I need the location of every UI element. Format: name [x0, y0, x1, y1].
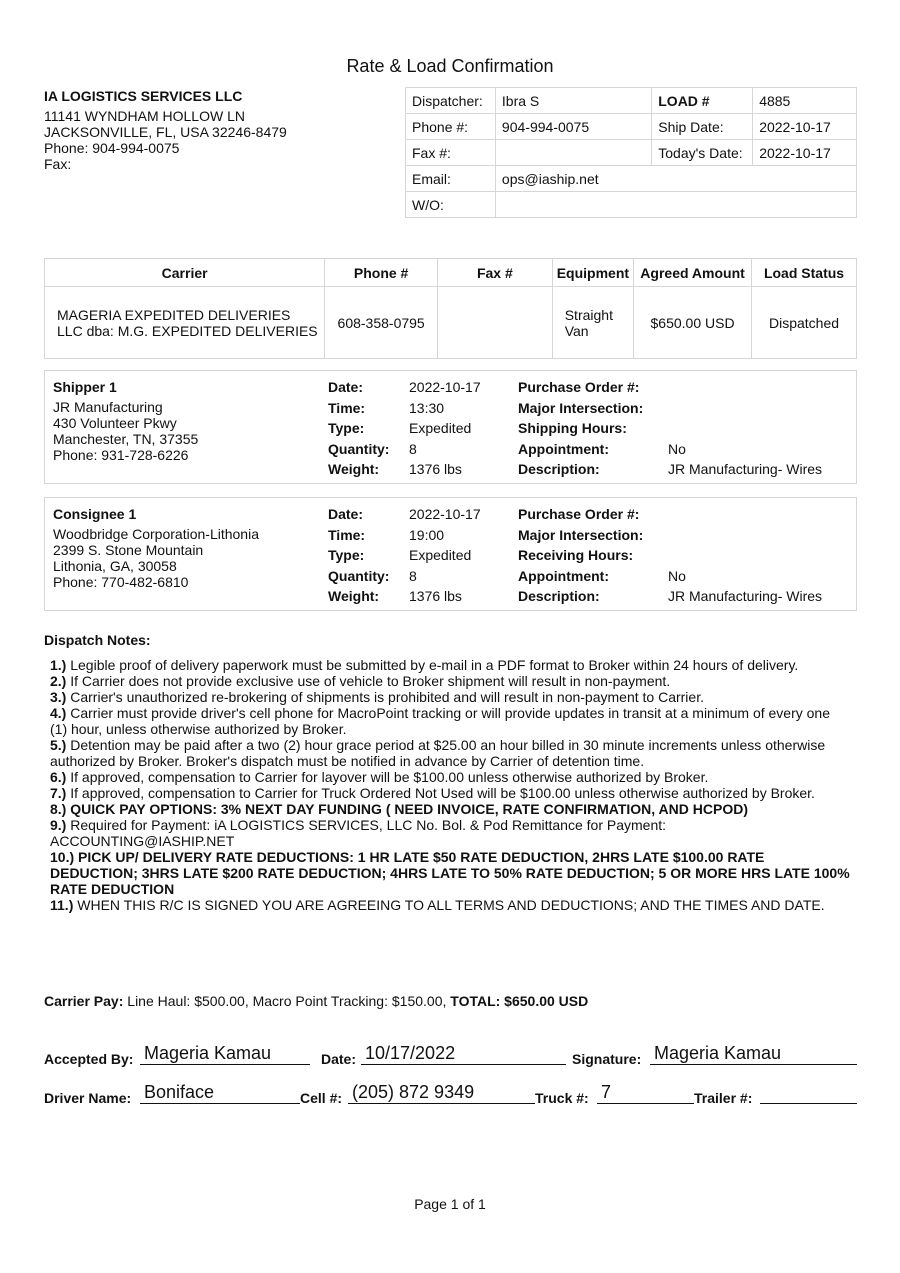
phone-label: Phone #:: [406, 114, 496, 140]
shipper-type-label: Type:: [328, 420, 365, 436]
driver-row: [44, 1080, 857, 1106]
consignee-section: [44, 497, 857, 611]
consignee-time-value: 19:00: [409, 526, 445, 543]
shipper-po-label: Purchase Order #:: [518, 379, 640, 395]
note-text: If approved, compensation to Carrier for Truck Ordered Not Used will be $100.00 unless otherwise authorized by Broker.: [66, 785, 815, 801]
load-number-label: LOAD #: [652, 88, 753, 114]
consignee-address-line2: Lithonia, GA, 30058: [53, 558, 177, 574]
consignee-date-label: Date:: [328, 506, 364, 522]
list-item: [50, 769, 850, 785]
note-text: If Carrier does not provide exclusive use of vehicle to Broker shipment will result in non-payment.: [66, 673, 671, 689]
carrier-phone: 608-358-0795: [325, 287, 438, 359]
dispatch-info-table: [405, 87, 857, 218]
shipper-po-value: [668, 379, 822, 400]
consignee-name: Woodbridge Corporation-Lithonia: [53, 526, 259, 542]
list-item: [50, 817, 850, 849]
company-name: IA LOGISTICS SERVICES LLC: [44, 88, 243, 104]
note-number: 7.): [50, 785, 67, 801]
cell-field[interactable]: (205) 872 9349: [348, 1082, 535, 1104]
carrier-table: [44, 258, 857, 359]
trailer-field[interactable]: [760, 1082, 857, 1104]
accepted-by-label: Accepted By:: [44, 1051, 134, 1067]
broker-company-block: [44, 88, 344, 172]
shipper-weight-value: 1376 lbs: [409, 461, 462, 477]
date-label: Date:: [321, 1051, 357, 1067]
carrier-pay-breakdown: Line Haul: $500.00, Macro Point Tracking: $150.00,: [123, 993, 451, 1009]
dispatcher-label: Dispatcher:: [406, 88, 496, 114]
shipper-address-line1: 430 Volunteer Pkwy: [53, 415, 177, 431]
carrier-phone-header: Phone #: [325, 259, 438, 287]
note-number: 2.): [50, 673, 67, 689]
list-item: [50, 737, 850, 769]
note-number: 5.): [50, 737, 67, 753]
note-text: If approved, compensation to Carrier for layover will be $100.00 unless otherwise authorized by Broker.: [66, 769, 709, 785]
carrier-pay-label: Carrier Pay:: [44, 993, 124, 1009]
truck-field[interactable]: 7: [597, 1082, 694, 1104]
consignee-intersection-label: Major Intersection:: [518, 526, 644, 543]
consignee-time-label: Time:: [328, 526, 366, 543]
equipment-value: Straight Van: [552, 287, 633, 359]
shipper-weight-label: Weight:: [328, 461, 380, 477]
carrier-name: MAGERIA EXPEDITED DELIVERIES LLC dba: M.G. EXPEDITED DELIVERIES: [45, 287, 325, 359]
note-number: 1.): [50, 657, 67, 673]
shipper-section: [44, 370, 857, 484]
dispatch-notes-list: [50, 657, 850, 913]
carrier-fax-header: Fax #: [438, 259, 553, 287]
list-item: [50, 657, 850, 673]
consignee-quantity-value: 8: [409, 567, 417, 584]
load-status-value: Dispatched: [752, 287, 857, 359]
table-row: [45, 287, 857, 359]
list-item: [50, 849, 850, 897]
shipper-date-label: Date:: [328, 379, 364, 395]
carrier-pay-total: TOTAL: $650.00 USD: [450, 993, 589, 1009]
company-address-line2: JACKSONVILLE, FL, USA 32246-8479: [44, 124, 287, 140]
email-value: ops@iaship.net: [495, 166, 856, 192]
agreed-amount-value: $650.00 USD: [634, 287, 752, 359]
company-phone: Phone: 904-994-0075: [44, 140, 180, 156]
dispatcher-value: Ibra S: [495, 88, 651, 114]
dispatch-notes-heading: Dispatch Notes:: [44, 632, 151, 648]
consignee-po-value: [668, 506, 822, 527]
shipper-date-value: 2022-10-17: [409, 379, 481, 395]
consignee-description-value: JR Manufacturing- Wires: [668, 588, 823, 604]
shipper-time-value: 13:30: [409, 399, 445, 416]
note-number: 8.): [50, 801, 67, 817]
todays-date-label: Today's Date:: [652, 140, 753, 166]
note-text: Required for Payment: iA LOGISTICS SERVICES, LLC No. Bol. & Pod Remittance for Payment: ACCOUNTING@IASHIP.NET: [50, 817, 667, 849]
note-text: Carrier must provide driver's cell phone for MacroPoint tracking or will provide updates in transit at a minimum of every one (1) hour, unless otherwise authorized by Broker.: [50, 705, 830, 737]
note-text: Carrier's unauthorized re-brokering of shipments is prohibited and will result in non-payment to Carrier.: [66, 689, 704, 705]
consignee-weight-label: Weight:: [328, 588, 380, 604]
signature-label: Signature:: [572, 1051, 642, 1067]
shipper-phone: Phone: 931-728-6226: [53, 447, 189, 463]
shipper-quantity-value: 8: [409, 440, 417, 457]
note-text: PICK UP/ DELIVERY RATE DEDUCTIONS: 1 HR LATE $50 RATE DEDUCTION, 2HRS LATE $100.00 RATE DEDUCTION; 3HRS LATE $200 RATE DEDUCTION; 4HRS LATE TO 50% RATE DEDUCTION; 5 OR MORE HRS LATE 100% RATE DEDUCTION: [50, 849, 850, 897]
note-number: 3.): [50, 689, 67, 705]
document-title: Rate & Load Confirmation: [346, 56, 554, 76]
consignee-quantity-label: Quantity:: [328, 567, 390, 584]
shipper-address-line2: Manchester, TN, 37355: [53, 431, 199, 447]
consignee-date-value: 2022-10-17: [409, 506, 481, 522]
consignee-description-label: Description:: [518, 588, 600, 604]
cell-label: Cell #:: [300, 1090, 343, 1106]
carrier-header: Carrier: [45, 259, 325, 287]
driver-name-field[interactable]: Boniface: [140, 1082, 300, 1104]
list-item: [50, 785, 850, 801]
shipper-hours-label: Shipping Hours:: [518, 420, 627, 436]
work-order-label: W/O:: [406, 192, 496, 218]
shipper-description-value: JR Manufacturing- Wires: [668, 461, 823, 477]
trailer-label: Trailer #:: [694, 1090, 753, 1106]
consignee-po-label: Purchase Order #:: [518, 506, 640, 522]
ship-date-label: Ship Date:: [652, 114, 753, 140]
consignee-appointment-value: No: [668, 567, 686, 584]
consignee-heading: Consignee 1: [53, 506, 137, 522]
note-text: Detention may be paid after a two (2) hour grace period at $25.00 an hour billed in 30 minute increments unless otherwise authorized by Broker. Broker's dispatch must be notified in advance by Carrier of detention time.: [50, 737, 826, 769]
shipper-quantity-label: Quantity:: [328, 440, 390, 457]
list-item: [50, 705, 850, 737]
note-number: 6.): [50, 769, 67, 785]
list-item: [50, 673, 850, 689]
page-number: Page 1 of 1: [414, 1196, 486, 1212]
note-text: Legible proof of delivery paperwork must be submitted by e-mail in a PDF format to Broker within 24 hours of delivery.: [66, 657, 799, 673]
company-address-line1: 11141 WYNDHAM HOLLOW LN: [44, 108, 245, 124]
list-item: [50, 689, 850, 705]
shipper-intersection-value: [668, 400, 822, 421]
shipper-appointment-value: No: [668, 440, 686, 457]
shipper-name: JR Manufacturing: [53, 399, 163, 415]
consignee-hours-label: Receiving Hours:: [518, 547, 634, 563]
note-number: 9.): [50, 817, 67, 833]
list-item: [50, 801, 850, 817]
todays-date-value: 2022-10-17: [753, 140, 857, 166]
phone-value: 904-994-0075: [495, 114, 651, 140]
accepted-by-field[interactable]: Mageria Kamau: [140, 1043, 310, 1065]
company-fax: Fax:: [44, 156, 72, 172]
shipper-appointment-label: Appointment:: [518, 440, 609, 457]
list-item: [50, 897, 850, 913]
email-label: Email:: [406, 166, 496, 192]
fax-label: Fax #:: [406, 140, 496, 166]
shipper-type-value: Expedited: [409, 420, 472, 436]
load-number-value: 4885: [753, 88, 857, 114]
consignee-phone: Phone: 770-482-6810: [53, 574, 189, 590]
shipper-description-label: Description:: [518, 461, 600, 477]
carrier-pay-line: [44, 993, 588, 1009]
consignee-type-value: Expedited: [409, 547, 472, 563]
load-status-header: Load Status: [752, 259, 857, 287]
work-order-value: [495, 192, 856, 218]
signature-field[interactable]: Mageria Kamau: [650, 1043, 857, 1065]
note-number: 10.): [50, 849, 75, 865]
shipper-time-label: Time:: [328, 399, 366, 416]
consignee-type-label: Type:: [328, 547, 365, 563]
date-field[interactable]: 10/17/2022: [361, 1043, 566, 1065]
note-number: 11.): [50, 897, 74, 913]
agreed-amount-header: Agreed Amount: [634, 259, 752, 287]
fax-value: [495, 140, 651, 166]
note-text: QUICK PAY OPTIONS: 3% NEXT DAY FUNDING ( NEED INVOICE, RATE CONFIRMATION, AND HCPOD): [66, 801, 748, 817]
note-text: WHEN THIS R/C IS SIGNED YOU ARE AGREEING TO ALL TERMS AND DEDUCTIONS; AND THE TIMES AND DATE.: [73, 897, 825, 913]
consignee-weight-value: 1376 lbs: [409, 588, 462, 604]
ship-date-value: 2022-10-17: [753, 114, 857, 140]
driver-name-label: Driver Name:: [44, 1090, 132, 1106]
consignee-hours-value: [668, 547, 822, 568]
consignee-address-line1: 2399 S. Stone Mountain: [53, 542, 204, 558]
equipment-header: Equipment: [552, 259, 633, 287]
carrier-fax: [438, 287, 553, 359]
consignee-appointment-label: Appointment:: [518, 567, 609, 584]
acceptance-row: [44, 1041, 857, 1067]
shipper-heading: Shipper 1: [53, 379, 117, 395]
consignee-intersection-value: [668, 527, 822, 548]
note-number: 4.): [50, 705, 67, 721]
shipper-intersection-label: Major Intersection:: [518, 399, 644, 416]
truck-label: Truck #:: [535, 1090, 589, 1106]
shipper-hours-value: [668, 420, 822, 441]
